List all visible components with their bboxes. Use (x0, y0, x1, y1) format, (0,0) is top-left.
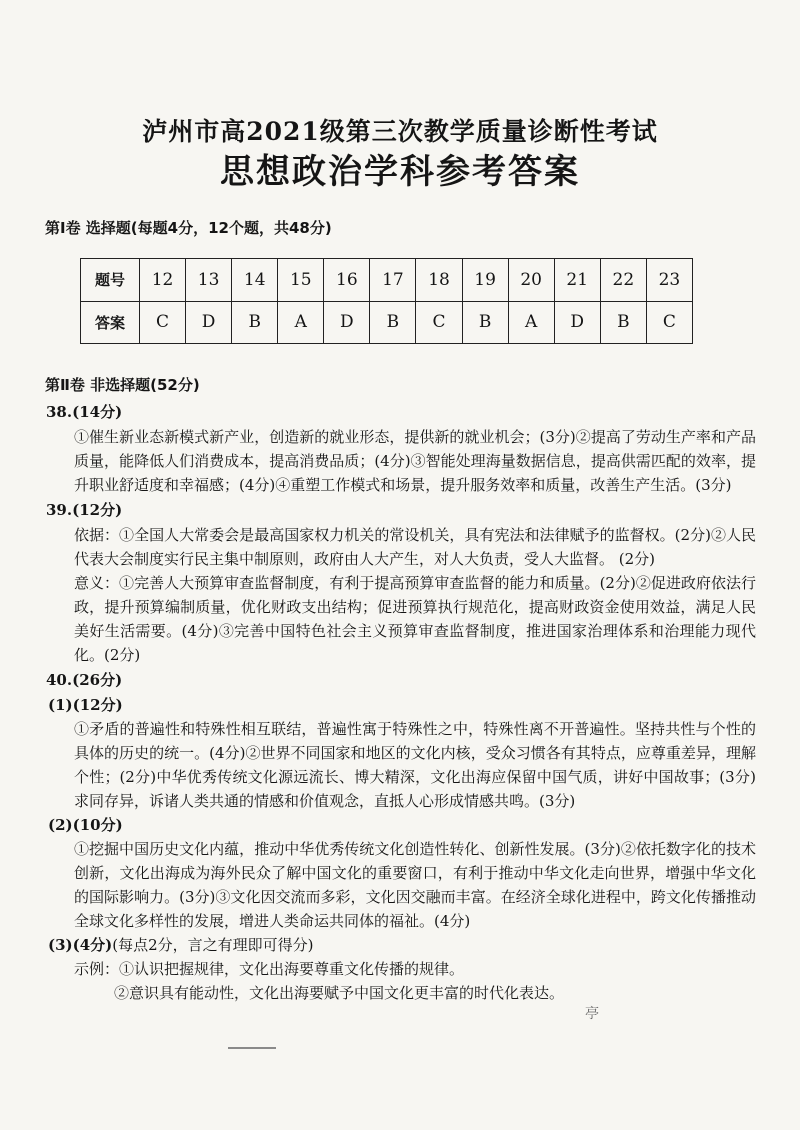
q39-title: 39.(12分) (46, 501, 123, 519)
q40-part3-score: (3)(4分) (48, 936, 113, 954)
answer-cell: B (462, 301, 508, 344)
question-number-label: 题号 (81, 259, 140, 302)
q40-part2-answer: ①挖掘中国历史文化内蕴，推动中华优秀传统文化创造性转化、创新性发展。(3分)②依托数字化的技术创新，文化出海成为海外民众了解中国文化的重要窗口，有利于推动中华文化走向世界，增强中华文化的国际影响力。(3分)③文化因交流而多彩，文化因交融而丰富。在经济全球化进程中，跨文化传播推动全球文化多样性的发展，增进人类命运共同体的福祉。(4分) (74, 840, 756, 930)
answer-cell: B (370, 301, 416, 344)
question-number: 19 (462, 259, 508, 302)
answer-cell: D (324, 301, 370, 344)
answer-cell: A (278, 301, 324, 344)
question-number: 23 (646, 259, 692, 302)
answers-body (44, 399, 756, 1005)
section1-heading: 第Ⅰ卷 选择题(每题4分，12个题，共48分) (45, 219, 332, 237)
exam-title: 泸州市高2021级第三次教学质量诊断性考试 (142, 117, 658, 146)
q39-basis: 依据：①全国人大常委会是最高国家权力机关的常设机关，具有宪法和法律赋予的监督权。(2分)②人民代表大会制度实行民主集中制原则，政府由人大产生，对人大负责，受人大监督。 (2分) (74, 526, 756, 568)
scan-mark (228, 1047, 276, 1049)
q40-part3-note: (每点2分，言之有理即可得分) (112, 936, 314, 954)
watermark-text: 亭 (585, 1006, 599, 1022)
question-number: 13 (186, 259, 232, 302)
answer-label: 答案 (81, 301, 140, 344)
question-number: 17 (370, 259, 416, 302)
answer-cell: B (600, 301, 646, 344)
q40-part2-title: (2)(10分) (48, 816, 123, 834)
q40-part3-example1: 示例：①认识把握规律，文化出海要尊重文化传播的规律。 (74, 960, 465, 978)
question-number: 21 (554, 259, 600, 302)
answer-table (80, 258, 693, 344)
answer-cell: C (646, 301, 692, 344)
q40-part1-answer: ①矛盾的普遍性和特殊性相互联结，普遍性寓于特殊性之中，特殊性离不开普遍性。坚持共性与个性的具体的历史的统一。(4分)②世界不同国家和地区的文化内核，受众习惯各有其特点，应尊重差异，理解个性；(2分)中华优秀传统文化源远流长、博大精深，文化出海应保留中国气质，讲好中国故事；(3分)求同存异，诉诸人类共通的情感和价值观念，直抵人心形成情感共鸣。(3分) (74, 720, 756, 810)
question-number: 18 (416, 259, 462, 302)
question-number: 14 (232, 259, 278, 302)
question-number: 15 (278, 259, 324, 302)
answer-cell: A (508, 301, 554, 344)
answer-row (81, 301, 693, 344)
question-number-row (81, 259, 693, 302)
question-number: 12 (140, 259, 186, 302)
q38-answer: ①催生新业态新模式新产业，创造新的就业形态，提供新的就业机会；(3分)②提高了劳动生产率和产品质量，能降低人们消费成本，提高消费品质；(4分)③智能处理海量数据信息，提高供需匹配的效率，提升职业舒适度和幸福感；(4分)④重塑工作模式和场景，提升服务效率和质量，改善生产生活。(3分) (74, 428, 756, 494)
question-number: 20 (508, 259, 554, 302)
answer-key-title: 思想政治学科参考答案 (220, 152, 580, 192)
q40-title: 40.(26分) (46, 671, 123, 689)
q39-meaning: 意义：①完善人大预算审查监督制度，有利于提高预算审查监督的能力和质量。(2分)②促进政府依法行政，提升预算编制质量，优化财政支出结构；促进预算执行规范化，提高财政资金使用效益，满足人民美好生活需要。(4分)③完善中国特色社会主义预算审查监督制度，推进国家治理体系和治理能力现代化。(2分) (74, 574, 756, 664)
q40-part1-title: (1)(12分) (48, 696, 123, 714)
q40-part3-title (48, 933, 756, 957)
answer-cell: C (140, 301, 186, 344)
answer-cell: C (416, 301, 462, 344)
section2-heading: 第Ⅱ卷 非选择题(52分) (45, 376, 200, 394)
answer-cell: D (554, 301, 600, 344)
question-number: 22 (600, 259, 646, 302)
answer-cell: D (186, 301, 232, 344)
answer-cell: B (232, 301, 278, 344)
question-number: 16 (324, 259, 370, 302)
q38-title: 38.(14分) (46, 403, 123, 421)
q40-part3-example2: ②意识具有能动性，文化出海要赋予中国文化更丰富的时代化表达。 (114, 984, 565, 1002)
